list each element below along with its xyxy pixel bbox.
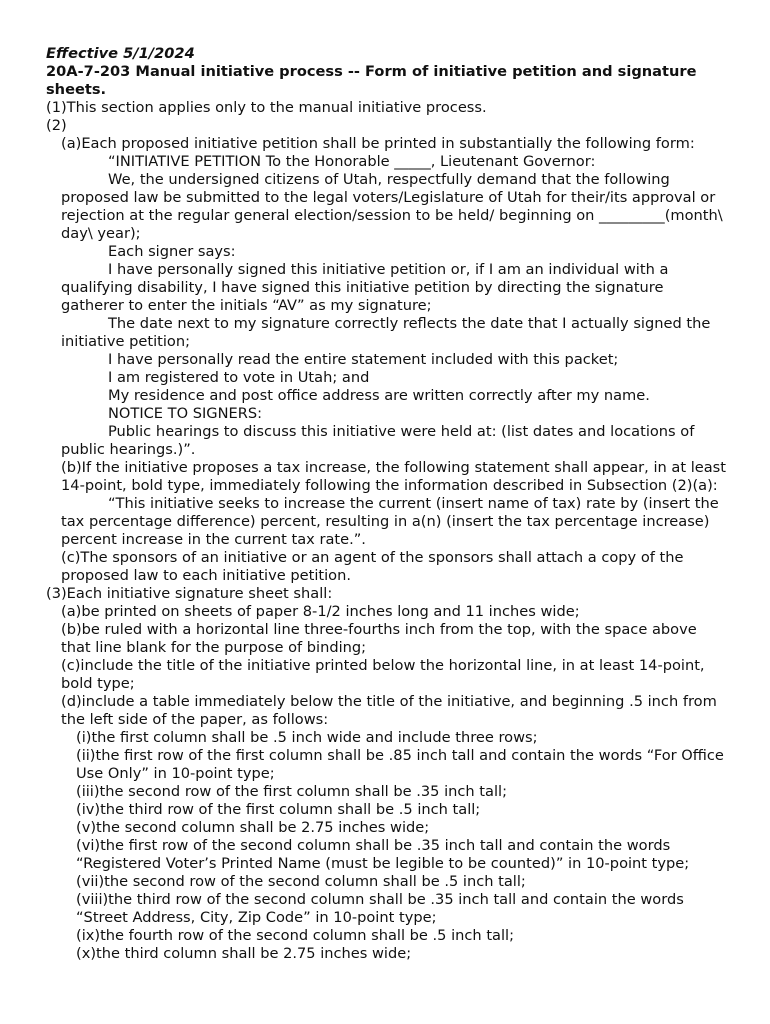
paragraph: (x)the third column shall be 2.75 inches wide; xyxy=(76,945,412,962)
paragraph: (ix)the fourth row of the second column shall be .5 inch tall; xyxy=(76,927,515,944)
paragraph: (i)the first column shall be .5 inch wide and include three rows; xyxy=(76,729,538,746)
paragraph: (2) xyxy=(46,117,67,134)
paragraph: (c)The sponsors of an initiative or an agent of the sponsors shall attach a copy of the proposed law to each initiative petition. xyxy=(61,549,684,584)
paragraph: I am registered to vote in Utah; and xyxy=(108,369,370,386)
paragraph: (a)Each proposed initiative petition shall be printed in substantially the following form: xyxy=(61,135,695,152)
paragraph: “This initiative seeks to increase the current (insert name of tax) rate by (insert the tax percentage difference) percent, resulting in a(n) (insert the tax percentage increase) percent increase in the current tax rate.”. xyxy=(61,495,719,548)
paragraph: (iv)the third row of the first column shall be .5 inch tall; xyxy=(76,801,481,818)
paragraph: (a)be printed on sheets of paper 8-1/2 inches long and 11 inches wide; xyxy=(61,603,580,620)
paragraph: (vi)the first row of the second column shall be .35 inch tall and contain the words “Registered Voter’s Printed Name (must be legible to be counted)” in 10-point type; xyxy=(76,837,690,872)
paragraph: We, the undersigned citizens of Utah, respectfully demand that the following proposed law be submitted to the legal voters/Legislature of Utah for their/its approval or rejection at the regular general election/session to be held/ beginning on _________(month\ day\ year); xyxy=(61,171,723,242)
paragraph: I have personally signed this initiative petition or, if I am an individual with a qualifying disability, I have signed this initiative petition by directing the signature gatherer to enter the initials “AV” as my signature; xyxy=(61,261,669,314)
paragraph: Each signer says: xyxy=(108,243,236,260)
paragraph: (b)be ruled with a horizontal line three-fourths inch from the top, with the space above that line blank for the purpose of binding; xyxy=(61,621,697,656)
paragraph: (v)the second column shall be 2.75 inches wide; xyxy=(76,819,430,836)
paragraph: I have personally read the entire statement included with this packet; xyxy=(108,351,619,368)
paragraph: My residence and post office address are written correctly after my name. xyxy=(108,387,650,404)
paragraph: The date next to my signature correctly reflects the date that I actually signed the initiative petition; xyxy=(61,315,711,350)
paragraph: Public hearings to discuss this initiative were held at: (list dates and locations of public hearings.)”. xyxy=(61,423,695,458)
paragraph: (vii)the second row of the second column shall be .5 inch tall; xyxy=(76,873,526,890)
paragraph: (b)If the initiative proposes a tax increase, the following statement shall appear, in at least 14-point, bold type, immediately following the information described in Subsection (2)(a): xyxy=(61,459,726,494)
paragraph: (c)include the title of the initiative printed below the horizontal line, in at least 14-point, bold type; xyxy=(61,657,705,692)
paragraph: NOTICE TO SIGNERS: xyxy=(108,405,263,422)
section-title: 20A-7-203 Manual initiative process -- Form of initiative petition and signature sheets. xyxy=(46,63,697,98)
effective-date: Effective 5/1/2024 xyxy=(46,45,195,62)
paragraph: “INITIATIVE PETITION To the Honorable _____, Lieutenant Governor: xyxy=(108,153,596,170)
section-body xyxy=(46,99,730,963)
paragraph: (3)Each initiative signature sheet shall: xyxy=(46,585,333,602)
paragraph: (ii)the first row of the first column shall be .85 inch tall and contain the words “For Office Use Only” in 10-point type; xyxy=(76,747,724,782)
paragraph: (1)This section applies only to the manual initiative process. xyxy=(46,99,487,116)
paragraph: (d)include a table immediately below the title of the initiative, and beginning .5 inch from the left side of the paper, as follows: xyxy=(61,693,717,728)
paragraph: (viii)the third row of the second column shall be .35 inch tall and contain the words “Street Address, City, Zip Code” in 10-point type; xyxy=(76,891,684,926)
paragraph: (iii)the second row of the first column shall be .35 inch tall; xyxy=(76,783,508,800)
